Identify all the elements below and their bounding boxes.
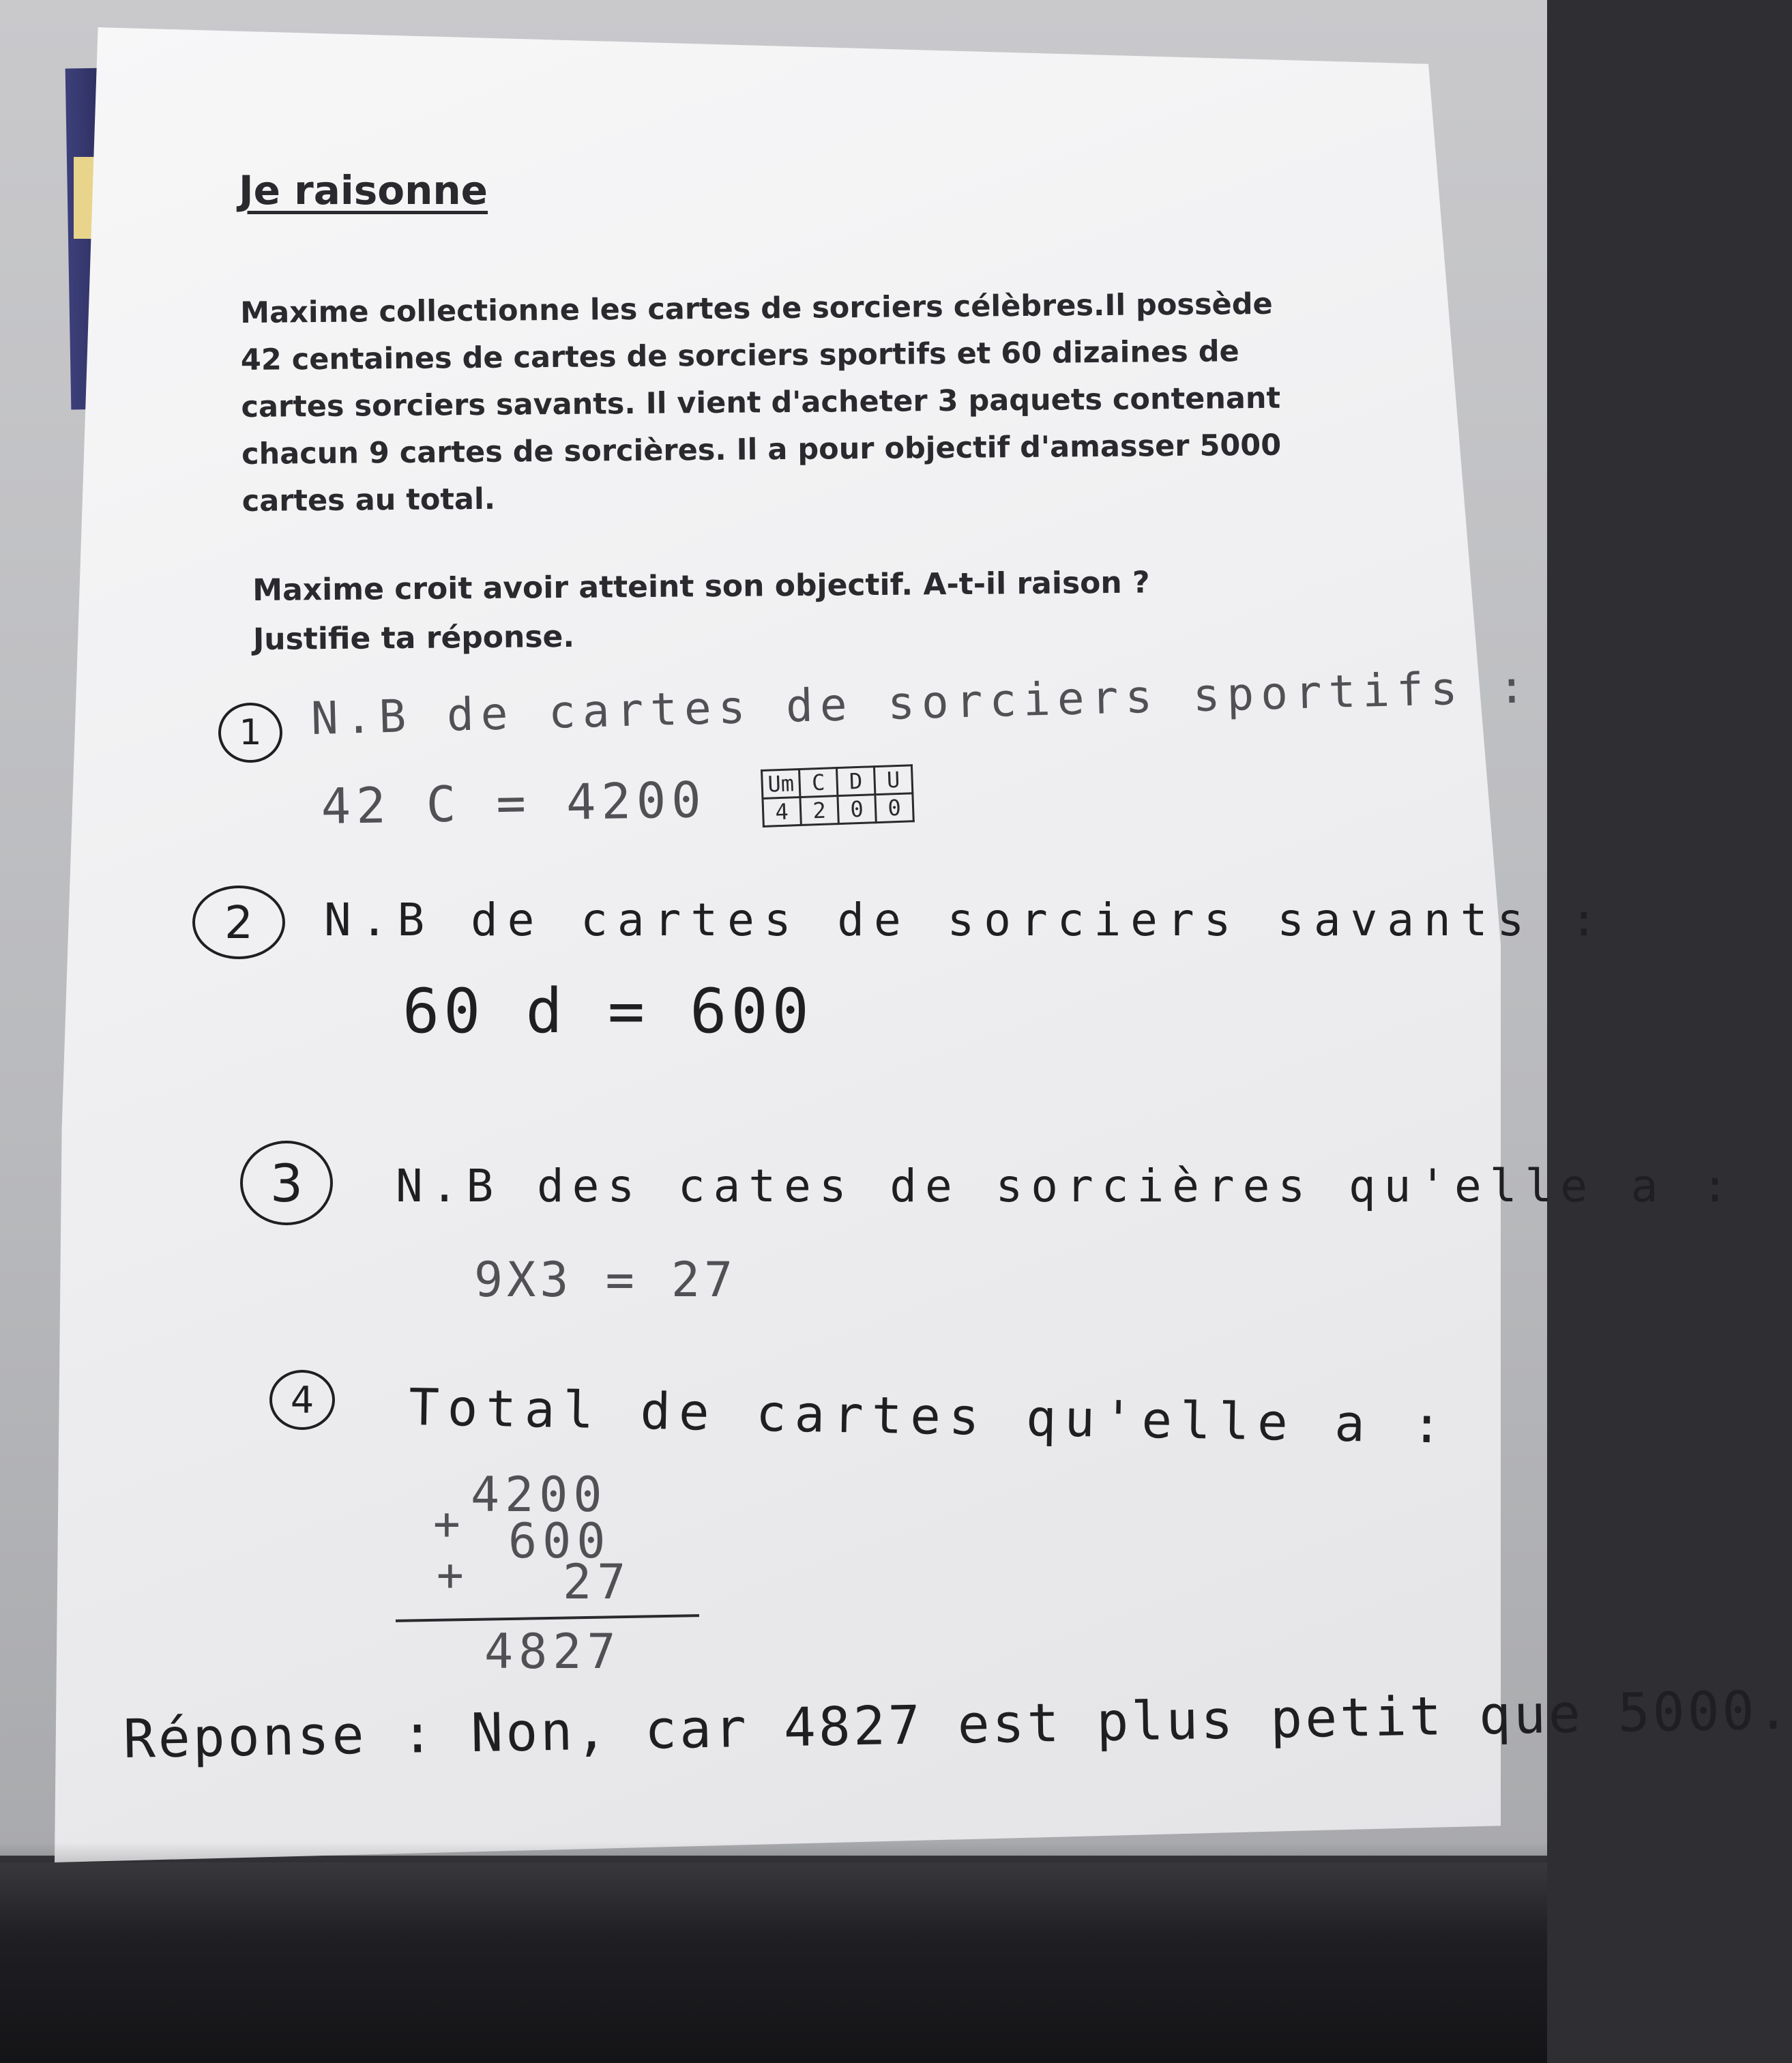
step-number-circle: 1 xyxy=(218,703,282,763)
step-heading: N.B des cates de sorcières qu'elle a : xyxy=(396,1160,1737,1212)
plus-sign: + xyxy=(437,1549,464,1601)
sum-result: 4827 xyxy=(484,1624,621,1680)
step-number-circle: 4 xyxy=(269,1370,335,1430)
pv-digit: 0 xyxy=(838,795,876,824)
worksheet-title: Je raisonne xyxy=(239,167,488,214)
addend: 4200 xyxy=(471,1467,608,1523)
book-label-strip xyxy=(74,157,94,239)
pv-header: U xyxy=(874,765,912,795)
step-heading: N.B de cartes de sorciers sportifs : xyxy=(310,660,1533,745)
question xyxy=(252,559,1150,664)
pv-header: Um xyxy=(762,770,800,799)
problem-statement xyxy=(240,280,1320,525)
problem-line: chacun 9 cartes de sorcières. Il a pour objectif d'amasser 5000 xyxy=(241,428,1282,471)
addend: 27 xyxy=(563,1554,632,1610)
pv-digit: 0 xyxy=(875,793,913,823)
pv-header: C xyxy=(799,768,838,798)
pv-digit: 2 xyxy=(800,796,838,825)
problem-line: cartes au total. xyxy=(241,482,496,518)
plus-sign: + xyxy=(433,1497,460,1550)
paper-shadow xyxy=(0,1842,1547,1862)
pv-header: D xyxy=(836,767,875,796)
problem-line: cartes sorciers savants. Il vient d'acheter 3 paquets contenant xyxy=(241,381,1281,424)
pv-digit: 4 xyxy=(763,798,801,827)
question-line: Justifie ta réponse. xyxy=(252,619,575,657)
step-heading: Total de cartes qu'elle a : xyxy=(408,1378,1451,1455)
table-edge xyxy=(0,1856,1547,2063)
step-work: 9X3 = 27 xyxy=(474,1252,737,1308)
step-heading: N.B de cartes de sorciers savants : xyxy=(324,894,1607,946)
step-number-circle: 2 xyxy=(192,886,285,959)
addend: 600 xyxy=(508,1513,611,1569)
step-work: 42 C = 4200 xyxy=(321,771,707,835)
step-number-circle: 3 xyxy=(240,1141,333,1225)
place-value-table xyxy=(761,764,915,828)
problem-line: Maxime collectionne les cartes de sorciers célèbres.Il possède xyxy=(240,287,1273,330)
step-work: 60 d = 600 xyxy=(402,976,813,1047)
problem-line: 42 centaines de cartes de sorciers sportifs et 60 dizaines de xyxy=(240,334,1239,377)
final-response: Réponse : Non, car 4827 est plus petit que 5000. xyxy=(123,1680,1792,1770)
question-line: Maxime croit avoir atteint son objectif. A-t-il raison ? xyxy=(252,565,1150,608)
